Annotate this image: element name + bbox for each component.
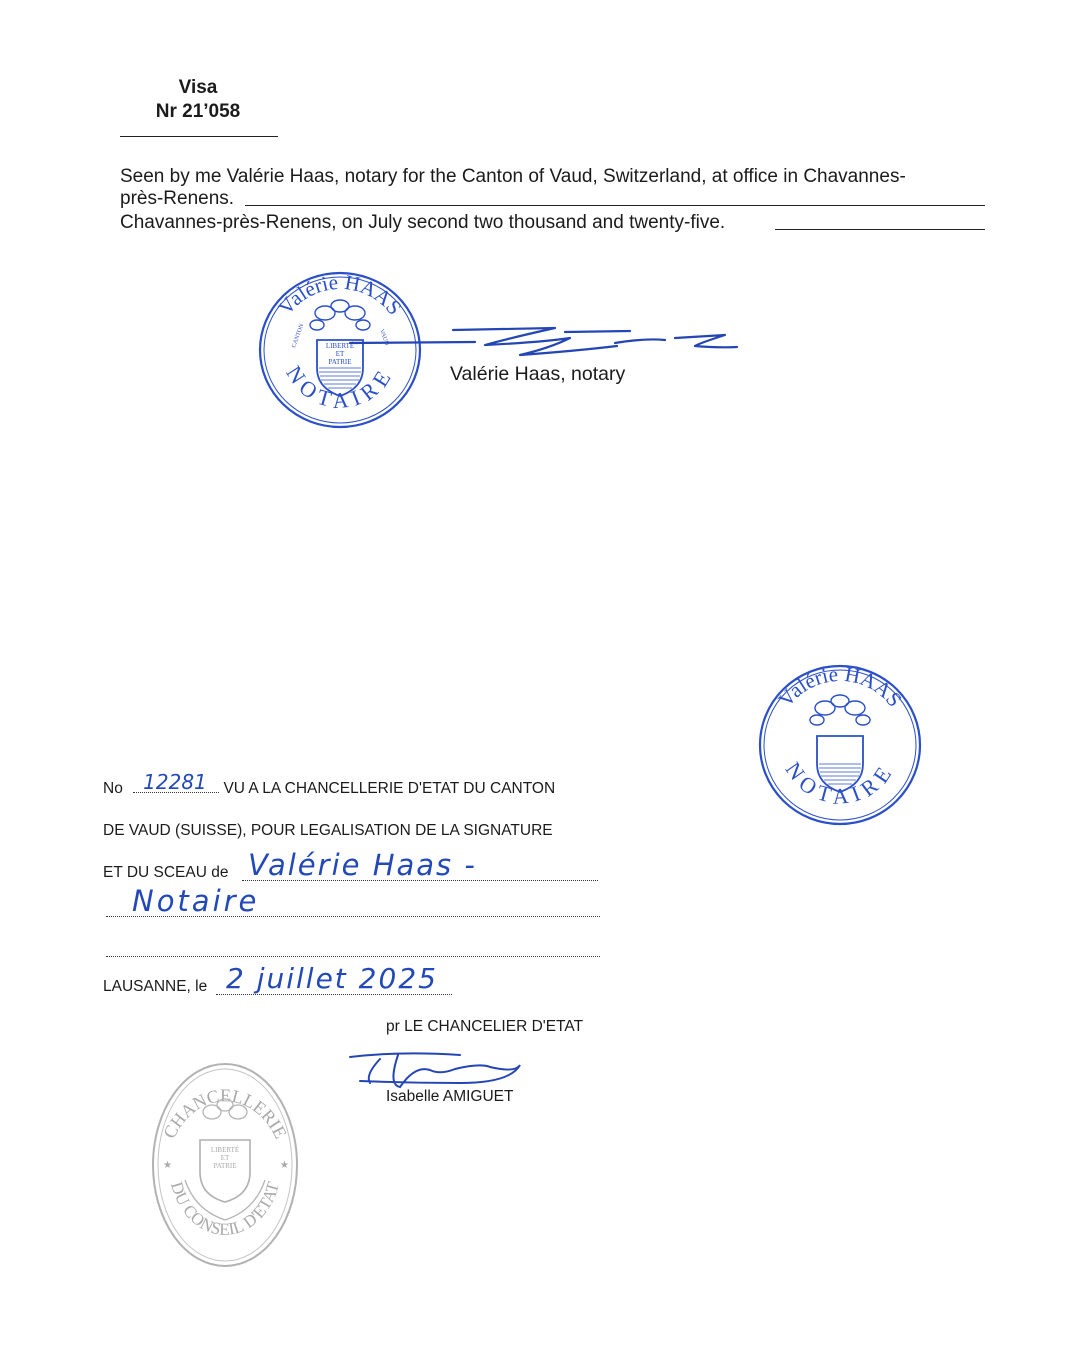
chancellor-label: pr LE CHANCELIER D'ETAT: [386, 1018, 584, 1035]
notary-seal-shield-line-3: PATRIE: [328, 358, 352, 366]
notary-seal-bottom-text: NOTAIRE: [281, 361, 399, 414]
attestation-line-2: près-Renens.: [120, 188, 235, 209]
legalisation-date-hand: 2 juillet 2025: [226, 962, 438, 995]
attestation-line-3: Chavannes-près-Renens, on July second two thousand and twenty-five.: [120, 212, 726, 233]
notary-seal-2-top-text: Valérie HAAS: [773, 661, 907, 712]
legalisation-line-1-text: VU A LA CHANCELLERIE D'ETAT DU CANTON: [223, 780, 556, 797]
notary-signature-caption: Valérie Haas, notary: [450, 363, 626, 385]
chancellery-seal-shield-line-3: PATRIE: [213, 1162, 237, 1170]
star-icon: ★: [163, 1160, 172, 1171]
legalisation-line-3: [103, 864, 228, 882]
legalisation-seal-label: ET DU SCEAU de: [103, 864, 229, 881]
notary-seal-left-band: CANTON: [291, 323, 306, 349]
notary-seal-top-text: Valérie HAAS: [273, 269, 407, 320]
visa-header: [150, 76, 246, 124]
legalisation-line-5-dots: [106, 944, 600, 957]
visa-number: Nr 21’058: [155, 101, 241, 122]
legalisation-no-value: 12281: [143, 770, 207, 794]
legalisation-line-2: DE VAUD (SUISSE), POUR LEGALISATION DE LA SIGNATURE: [103, 822, 553, 839]
chancellery-seal-shield-line-1: LIBERTÉ: [210, 1146, 240, 1154]
chancellery-seal-top-text: CHANCELLERIE: [159, 1085, 291, 1142]
visa-rule: [120, 136, 278, 137]
notary-signature: [345, 318, 745, 363]
attestation-fill-rule-1: [245, 205, 985, 206]
chancellery-seal: [150, 1060, 300, 1270]
chancellery-seal-shield-line-2: ET: [220, 1154, 230, 1162]
legalisation-no-field: [133, 770, 219, 794]
notary-seal-shield-line-2: ET: [335, 350, 345, 358]
chancellor-name: Isabelle AMIGUET: [386, 1088, 514, 1105]
laurel-wreath-icon: [810, 695, 870, 725]
star-icon: ★: [280, 1160, 289, 1171]
legalisation-notary-name-hand: Valérie Haas -: [248, 848, 477, 882]
legalisation-line-1: [103, 770, 556, 798]
attestation-line-1: Seen by me Valérie Haas, notary for the Canton of Vaud, Switzerland, at office in Chavannes-: [120, 166, 906, 187]
notary-seal-shield-line-1: LIBERTÉ: [325, 342, 355, 350]
notary-seal-right-band: VAUD: [378, 328, 390, 347]
legalisation-place-label: LAUSANNE, le: [103, 978, 208, 995]
chancellor-signature: [340, 1045, 530, 1090]
visa-title: Visa: [178, 77, 218, 98]
attestation-fill-rule-2: [775, 229, 985, 230]
legalisation-notary-title-hand: Notaire: [132, 884, 260, 918]
legalisation-no-label: No: [103, 780, 123, 797]
notary-seal-2: [755, 660, 925, 830]
notary-seal-2-bottom-text: NOTAIRE: [780, 757, 900, 809]
chancellery-seal-bottom-text: DU CONSEIL D'ETAT: [167, 1179, 283, 1239]
